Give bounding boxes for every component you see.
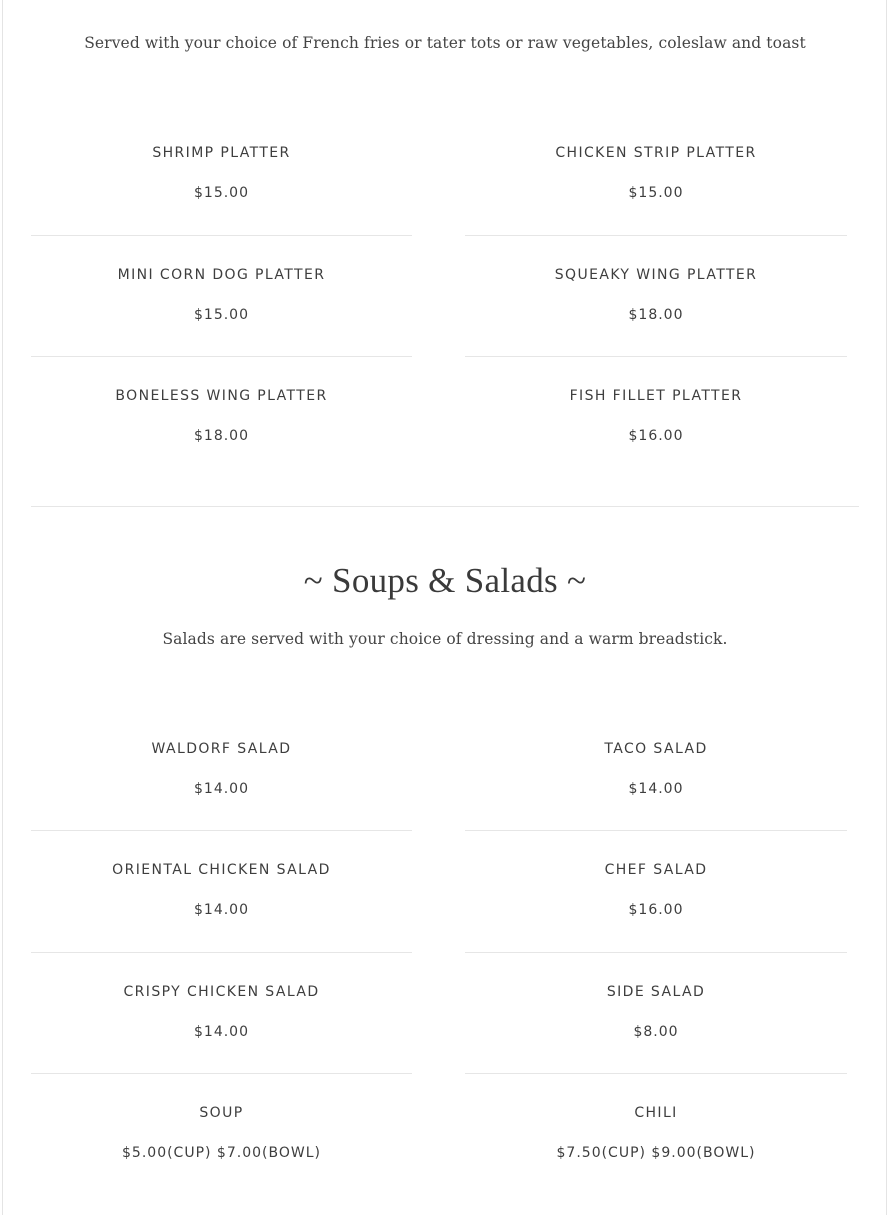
menu-item-name: CHILI: [634, 1105, 678, 1121]
menu-item-name: SQUEAKY WING PLATTER: [554, 267, 758, 283]
item-divider: [31, 235, 412, 236]
menu-item-name: FISH FILLET PLATTER: [569, 388, 743, 404]
menu-item-name: TACO SALAD: [604, 741, 708, 757]
menu-item-name: ORIENTAL CHICKEN SALAD: [112, 862, 331, 878]
item-divider: [465, 235, 847, 236]
menu-item: [31, 741, 412, 797]
menu-item-price: $5.00(CUP) $7.00(BOWL): [122, 1145, 321, 1161]
menu-item-name: BONELESS WING PLATTER: [115, 388, 328, 404]
menu-item-name: MINI CORN DOG PLATTER: [117, 267, 326, 283]
menu-item-name: SOUP: [199, 1105, 244, 1121]
menu-item-name: CHEF SALAD: [604, 862, 708, 878]
menu-item-price: $18.00: [194, 428, 249, 444]
item-divider: [465, 356, 847, 357]
menu-item-price: $18.00: [628, 307, 684, 323]
menu-item-price: $14.00: [628, 781, 684, 797]
menu-item: [465, 862, 847, 918]
menu-item: [465, 1105, 847, 1161]
soups-salads-description: Salads are served with your choice of dressing and a warm breadstick.: [162, 630, 728, 648]
item-divider: [465, 952, 847, 953]
menu-item-name: WALDORF SALAD: [151, 741, 292, 757]
item-divider: [31, 356, 412, 357]
menu-item-price: $14.00: [194, 1024, 249, 1040]
menu-item: [31, 862, 412, 918]
menu-item-price: $16.00: [628, 902, 684, 918]
menu-item-price: $14.00: [194, 902, 249, 918]
menu-item: [465, 145, 847, 201]
menu-item-price: $15.00: [194, 185, 249, 201]
menu-item: [31, 267, 412, 323]
menu-item-name: CRISPY CHICKEN SALAD: [123, 984, 320, 1000]
item-divider: [31, 830, 412, 831]
menu-item-name: SIDE SALAD: [606, 984, 706, 1000]
item-divider: [465, 1073, 847, 1074]
menu-item-name: CHICKEN STRIP PLATTER: [555, 145, 757, 161]
menu-item-name: SHRIMP PLATTER: [152, 145, 291, 161]
menu-item-price: $15.00: [194, 307, 249, 323]
menu-item: [465, 741, 847, 797]
section-title: ~ Soups & Salads ~: [303, 561, 587, 600]
item-divider: [31, 952, 412, 953]
section-divider: [31, 506, 859, 507]
item-divider: [31, 1073, 412, 1074]
menu-item-price: $8.00: [633, 1024, 679, 1040]
menu-item: [31, 1105, 412, 1161]
menu-item: [31, 388, 412, 444]
menu-item: [31, 984, 412, 1040]
menu-item: [465, 984, 847, 1040]
menu-item-price: $14.00: [194, 781, 249, 797]
item-divider: [465, 830, 847, 831]
menu-item: [465, 267, 847, 323]
menu-item: [31, 145, 412, 201]
menu-item: [465, 388, 847, 444]
menu-item-price: $16.00: [628, 428, 684, 444]
platters-description: Served with your choice of French fries or tater tots or raw vegetables, coleslaw and toast: [84, 34, 806, 52]
menu-item-price: $15.00: [628, 185, 684, 201]
menu-item-price: $7.50(CUP) $9.00(BOWL): [556, 1145, 756, 1161]
